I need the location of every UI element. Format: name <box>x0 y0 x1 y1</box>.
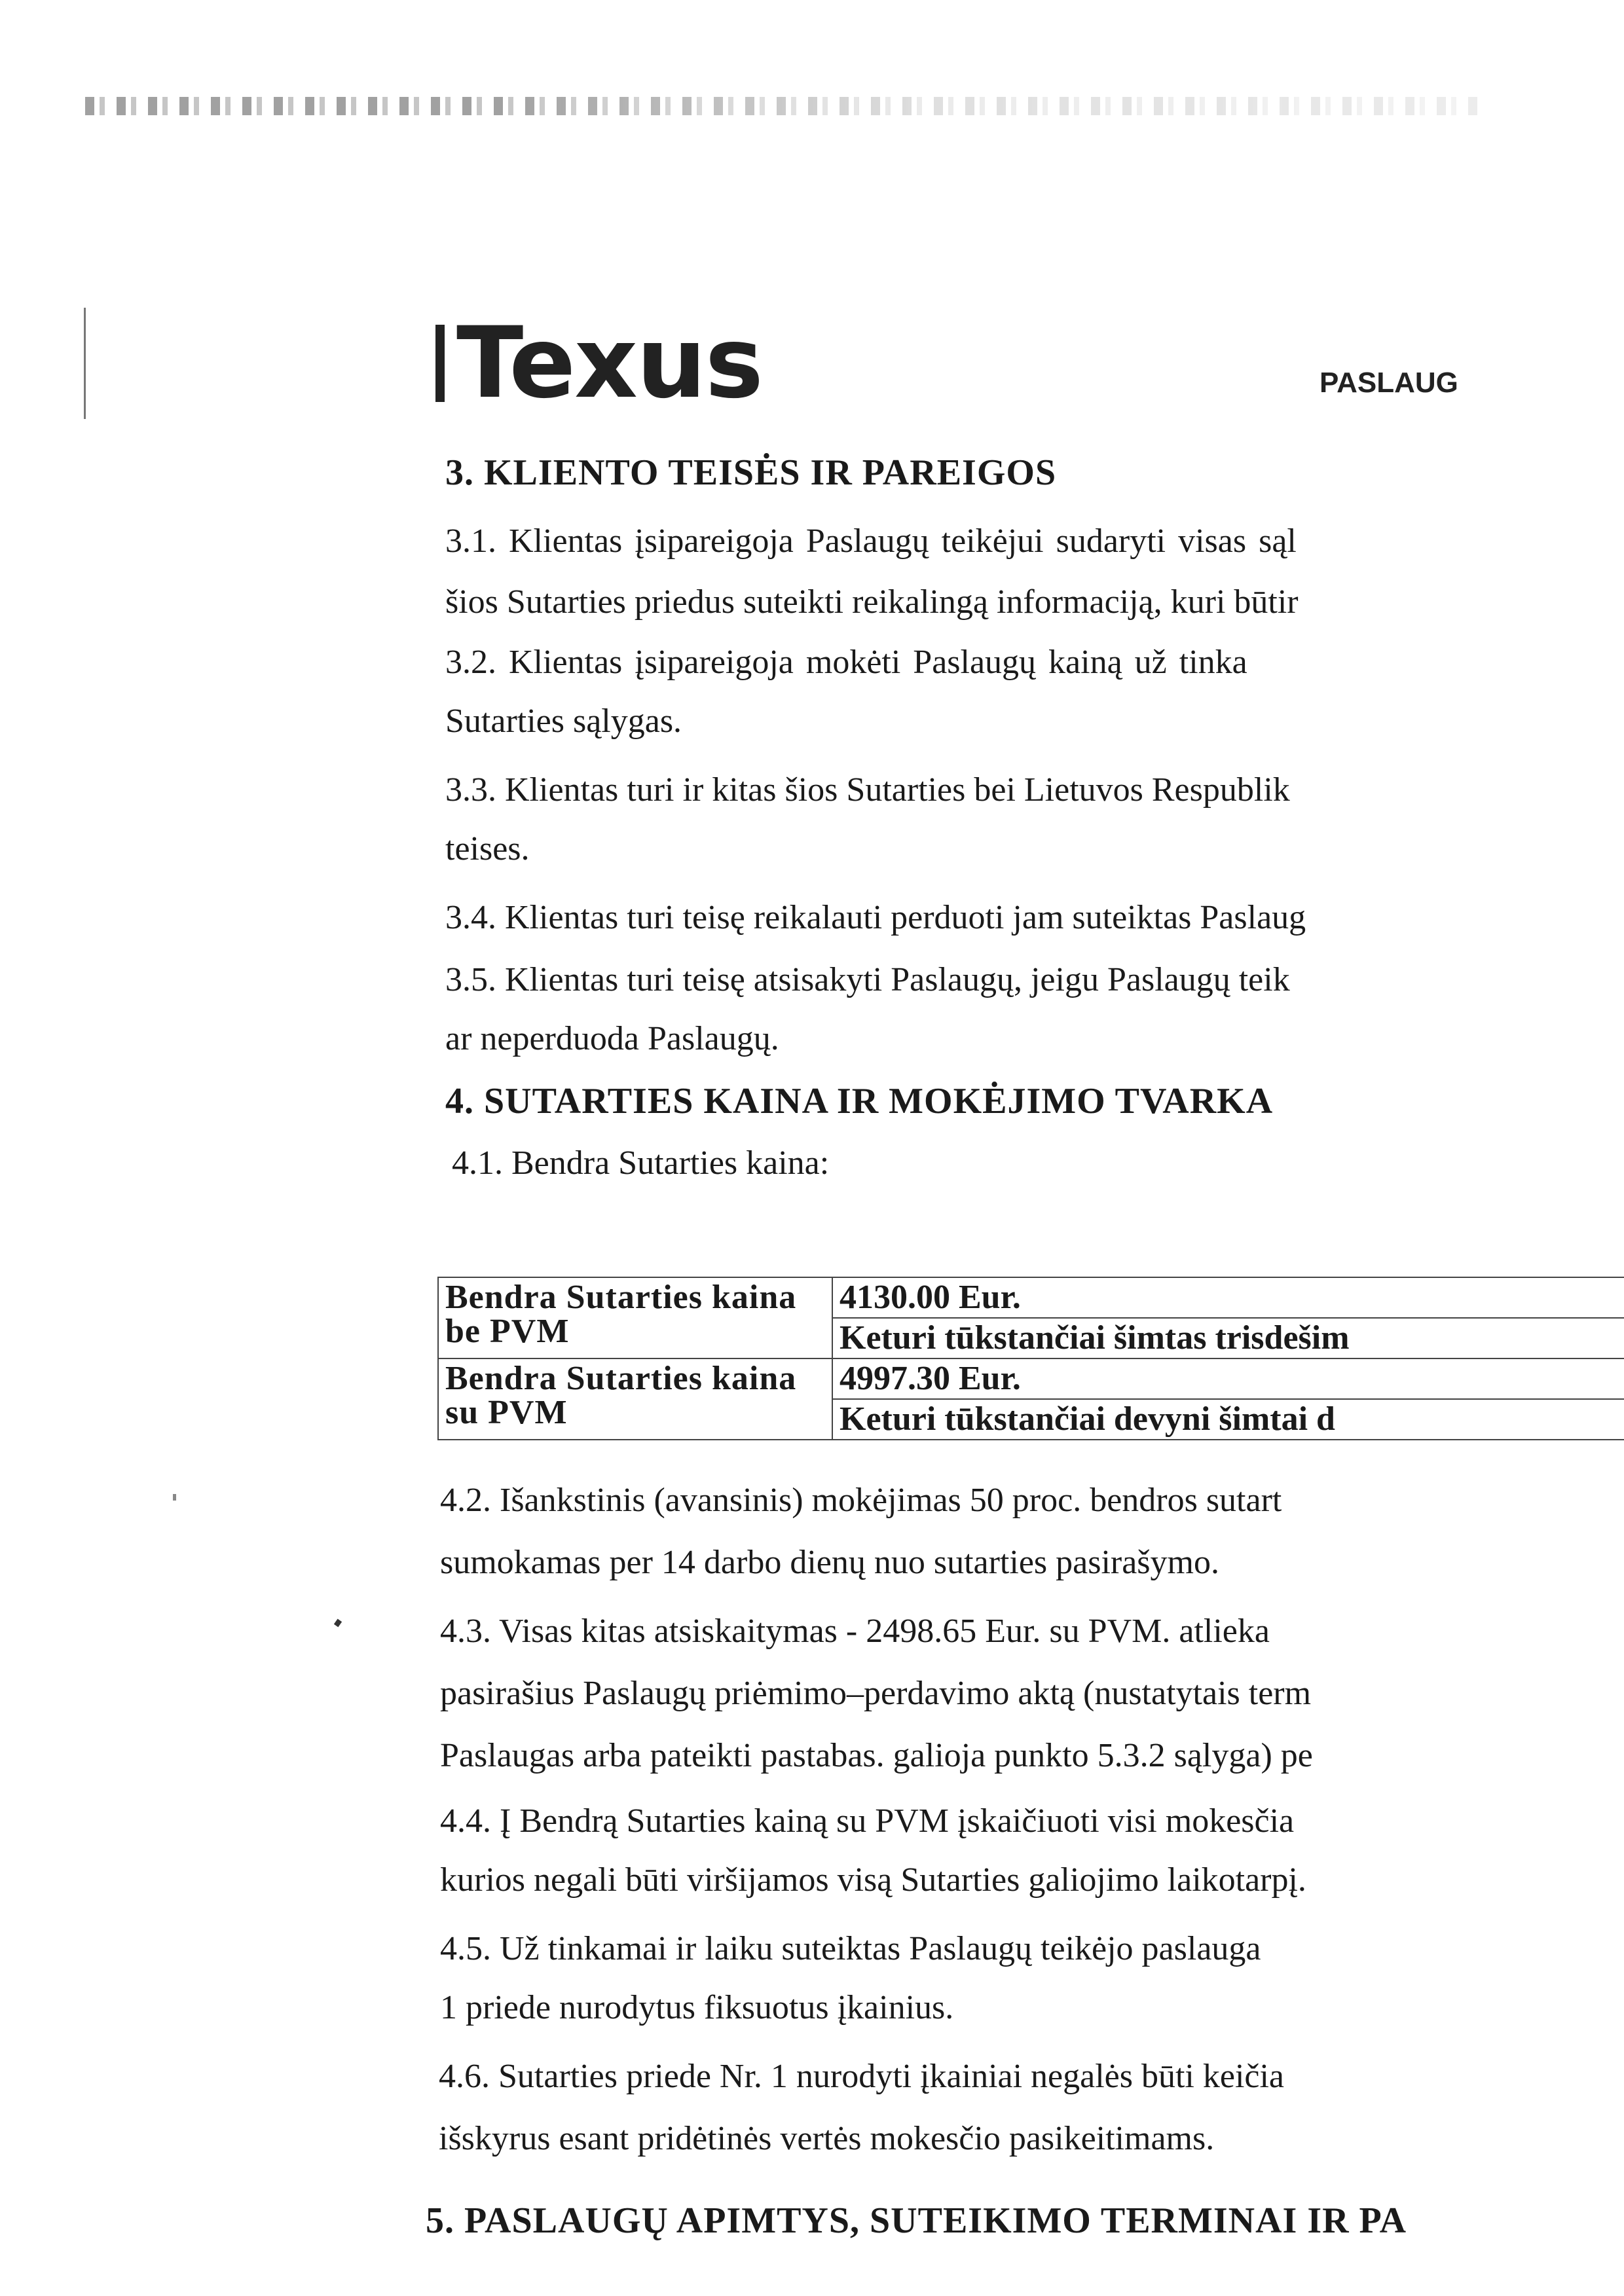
paragraph-line: 4.2. Išankstinis (avansinis) mokėjimas 50 proc. bendros sutart <box>440 1482 1282 1519</box>
paragraph-line: 4.3. Visas kitas atsiskaitymas - 2498.65 Eur. su PVM. atlieka <box>440 1613 1270 1650</box>
paragraph-line: 3.5. Klientas turi teisę atsisakyti Paslaugų, jeigu Paslaugų teik <box>445 961 1290 998</box>
paragraph-line: 3.3. Klientas turi ir kitas šios Sutarties bei Lietuvos Respublik <box>445 771 1290 809</box>
price-table <box>437 1277 1624 1440</box>
section-4-heading: 4. SUTARTIES KAINA IR MOKĖJIMO TVARKA <box>445 1081 1274 1121</box>
paragraph-line: pasirašius Paslaugų priėmimo–perdavimo aktą (nustatytais term <box>440 1675 1312 1712</box>
paragraph-line: 3.4. Klientas turi teisę reikalauti perduoti jam suteiktas Paslaug <box>445 899 1306 936</box>
price-words-cell: Keturi tūkstančiai devyni šimtai d <box>832 1399 1624 1440</box>
paragraph-line: 3.1. Klientas įsipareigoja Paslaugų teikėjui sudaryti visas sąl <box>445 522 1297 560</box>
header-title: PASLAUG <box>1320 367 1458 399</box>
price-amount-cell: 4997.30 Eur. <box>832 1358 1624 1399</box>
paragraph-line: 4.6. Sutarties priede Nr. 1 nurodyti įkainiai negalės būti keičia <box>439 2058 1285 2095</box>
price-amount-cell: 4130.00 Eur. <box>832 1277 1624 1318</box>
table-row <box>438 1277 1624 1318</box>
paragraph-line: Sutarties sąlygas. <box>445 702 682 740</box>
logo-bar-icon <box>435 325 445 402</box>
price-words-cell: Keturi tūkstančiai šimtas trisdešim <box>832 1318 1624 1358</box>
table-row <box>438 1358 1624 1399</box>
section-5-heading: 5. PASLAUGŲ APIMTYS, SUTEIKIMO TERMINAI IR PA <box>426 2200 1407 2241</box>
price-label-cell: Bendra Sutarties kaina su PVM <box>438 1358 832 1440</box>
paragraph-line: kurios negali būti viršijamos visą Sutarties galiojimo laikotarpį. <box>440 1861 1306 1899</box>
paragraph-line: šios Sutarties priedus suteikti reikalingą informaciją, kuri būtir <box>445 583 1299 621</box>
paragraph-line: teises. <box>445 830 530 867</box>
company-logo: Texus <box>456 306 762 420</box>
paragraph-line: 3.2. Klientas įsipareigoja mokėti Paslaugų kainą už tinka <box>445 644 1247 681</box>
paragraph-line: ar neperduoda Paslaugų. <box>445 1020 779 1057</box>
paragraph-line: 4.5. Už tinkamai ir laiku suteiktas Paslaugų teikėjo paslauga <box>440 1930 1261 1967</box>
paragraph-line: sumokamas per 14 darbo dienų nuo sutarties pasirašymo. <box>440 1544 1219 1581</box>
paragraph-line: 1 priede nurodytus fiksuotus įkainius. <box>440 1989 954 2026</box>
paragraph-line: 4.1. Bendra Sutarties kaina: <box>452 1144 830 1182</box>
document-header <box>435 308 1624 432</box>
price-label-cell: Bendra Sutarties kaina be PVM <box>438 1277 832 1358</box>
paragraph-line: išskyrus esant pridėtinės vertės mokesčio pasikeitimams. <box>439 2120 1215 2157</box>
paragraph-line: 4.4. Į Bendrą Sutarties kainą su PVM įskaičiuoti visi mokesčia <box>440 1802 1295 1840</box>
section-3-heading: 3. KLIENTO TEISĖS IR PAREIGOS <box>445 452 1057 493</box>
paragraph-line: Paslaugas arba pateikti pastabas. galioja punkto 5.3.2 sąlyga) pe <box>440 1737 1313 1774</box>
